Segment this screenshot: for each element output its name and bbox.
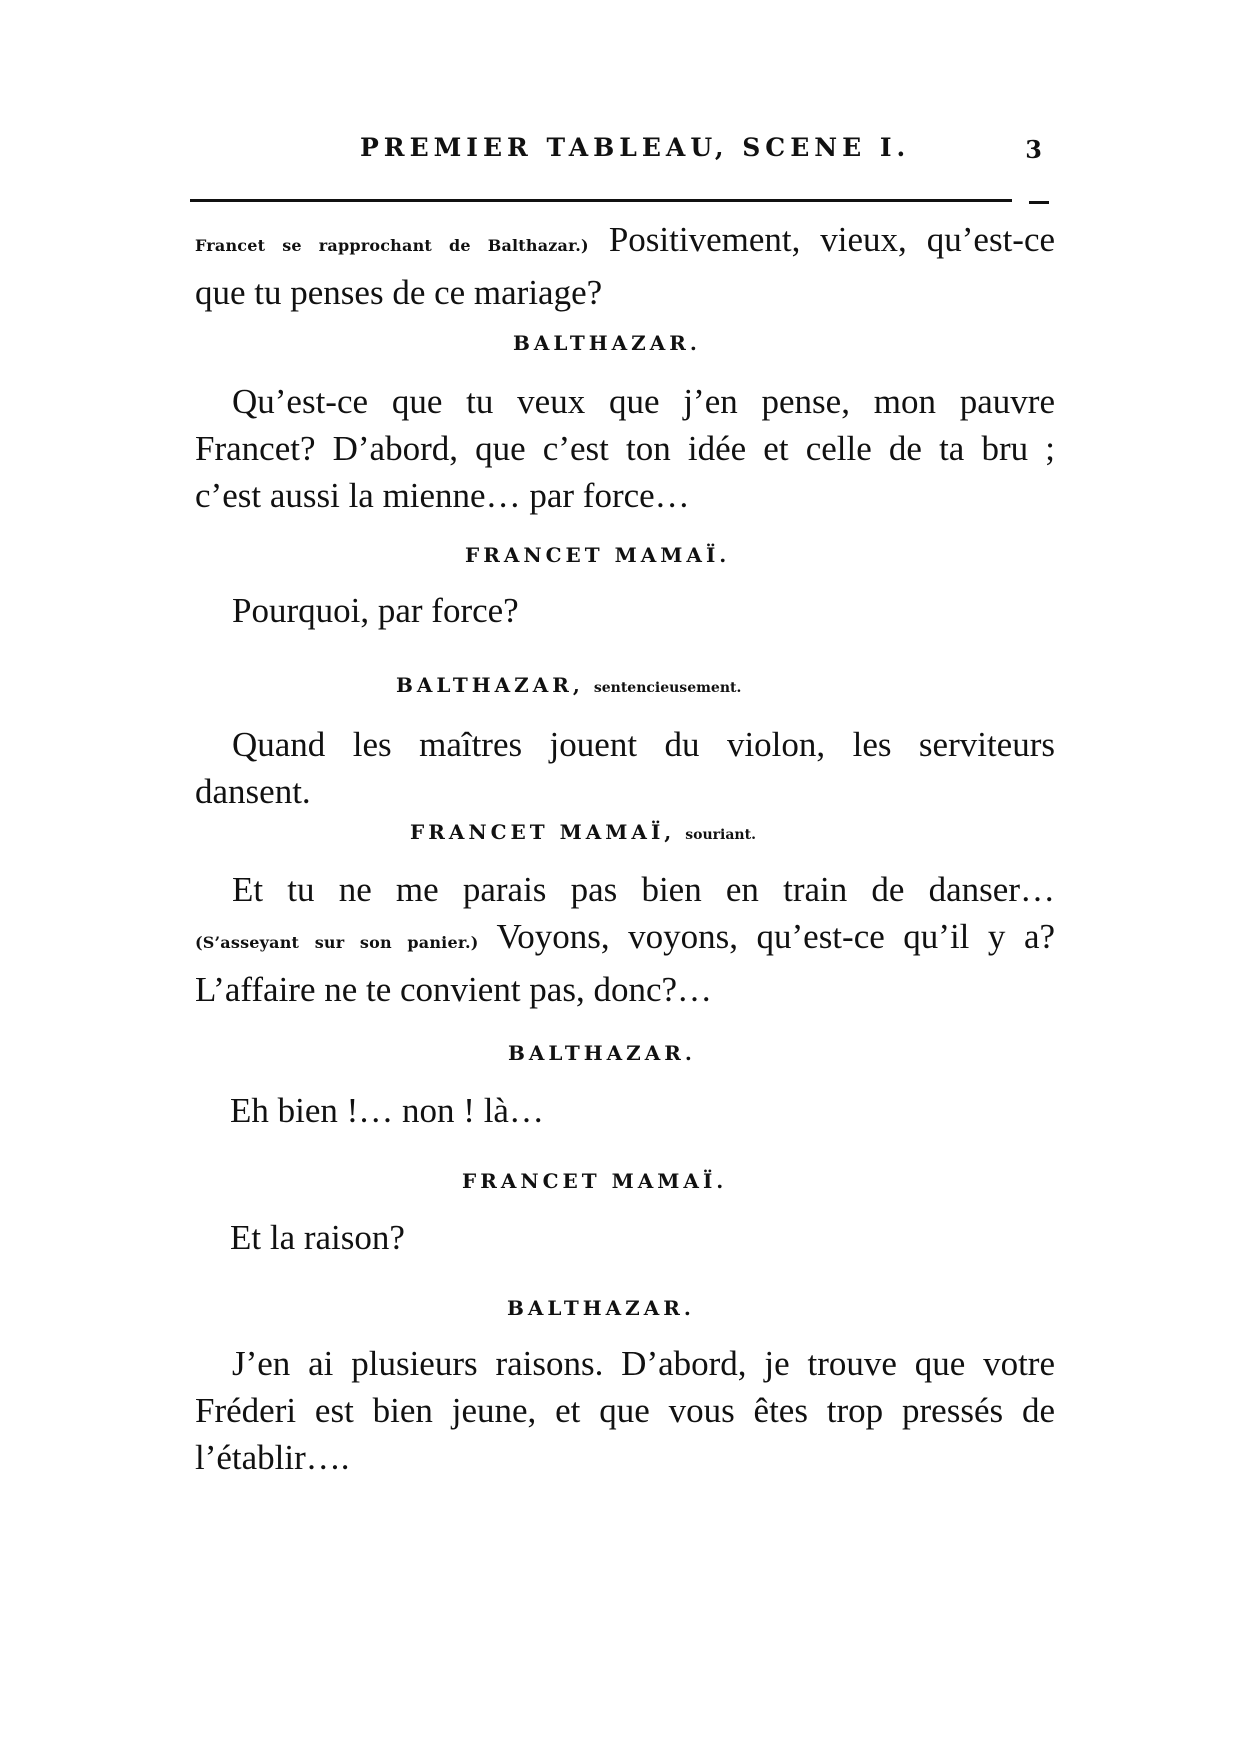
speaker-name: BALTHAZAR. xyxy=(513,331,701,355)
stage-direction: (S’asseyant sur son panier.) xyxy=(195,933,479,952)
header-rule xyxy=(190,199,1012,202)
dialogue-text: Voyons, voyons, qu’est-ce qu’il y a? xyxy=(496,917,1056,956)
opening-line-2: que tu penses de ce mariage? xyxy=(195,273,603,312)
speaker-name: FRANCET MAMAÏ. xyxy=(462,1169,728,1193)
speech-line: L’affaire ne te convient pas, donc?… xyxy=(195,970,713,1009)
speaker-name: BALTHAZAR. xyxy=(507,1296,695,1320)
opening-line-1 xyxy=(195,216,1055,269)
speech-line: Quand les maîtres jouent du violon, les serviteurs xyxy=(232,725,1055,764)
speaker-name: FRANCET MAMAÏ, xyxy=(410,820,676,844)
speech-line: l’établir…. xyxy=(195,1438,350,1477)
speech-paragraph xyxy=(195,721,1055,815)
speaker-note: sentencieusement. xyxy=(593,680,742,696)
speech-line xyxy=(195,913,1055,966)
speech-line: Fréderi est bien jeune, et que vous êtes trop pressés de xyxy=(195,1391,1055,1430)
speech-line: dansent. xyxy=(195,772,311,811)
speaker-note: souriant. xyxy=(685,827,756,843)
speech-line: J’en ai plusieurs raisons. D’abord, je trouve que votre xyxy=(232,1344,1055,1383)
speech-line: Et la raison? xyxy=(230,1218,405,1257)
opening-paragraph xyxy=(195,216,1055,316)
speaker-name: BALTHAZAR. xyxy=(508,1041,696,1065)
stage-direction: Francet se rapprochant de Balthazar.) xyxy=(195,236,589,255)
speaker-name: BALTHAZAR, xyxy=(396,673,584,697)
page-number: 3 xyxy=(1025,135,1042,164)
speech-paragraph xyxy=(195,1340,1055,1481)
speaker-name: FRANCET MAMAÏ. xyxy=(465,543,731,567)
running-title: PREMIER TABLEAU, SCENE I. xyxy=(360,133,911,162)
speech-line: Et tu ne me parais pas bien en train de danser… xyxy=(232,870,1055,909)
dialogue-text: Positivement, vieux, qu’est-ce xyxy=(608,220,1056,259)
header-rule-tick xyxy=(1029,201,1049,204)
speech-paragraph xyxy=(195,866,1055,1013)
speech-line: Pourquoi, par force? xyxy=(232,591,519,630)
running-head xyxy=(190,133,1050,173)
speech-paragraph xyxy=(195,378,1055,519)
speech-line: c’est aussi la mienne… par force… xyxy=(195,476,690,515)
speech-line: Qu’est-ce que tu veux que j’en pense, mon pauvre xyxy=(232,382,1055,421)
speech-line: Francet? D’abord, que c’est ton idée et celle de ta bru ; xyxy=(195,429,1055,468)
speaker-heading xyxy=(396,673,741,697)
speaker-heading xyxy=(410,820,756,844)
speech-line: Eh bien !… non ! là… xyxy=(230,1091,544,1130)
